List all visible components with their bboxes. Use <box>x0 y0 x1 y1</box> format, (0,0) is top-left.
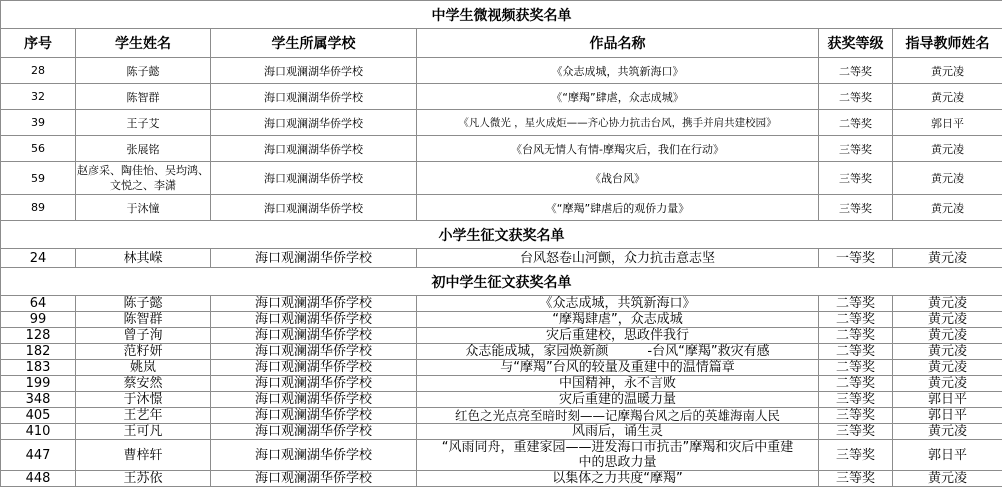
table-cell: 《众志成城，共筑新海口》 <box>417 58 819 84</box>
table-row <box>1 58 1002 84</box>
table-row <box>1 328 1002 344</box>
table-row <box>1 376 1002 392</box>
table-cell: 56 <box>1 136 76 162</box>
table-cell: 二等奖 <box>819 58 893 84</box>
table-row <box>1 195 1002 221</box>
table-row <box>1 110 1002 136</box>
table-cell: 陈子懿 <box>76 296 211 312</box>
table-cell: 海口观澜湖华侨学校 <box>211 162 417 195</box>
header-cell: 获奖等级 <box>819 29 893 58</box>
section-title-row <box>1 268 1002 296</box>
table-row <box>1 162 1002 195</box>
table-cell: “风雨同舟，重建家园——进发海口市抗击”摩羯和灾后中重建中的思政力量 <box>417 440 819 471</box>
table-cell: 海口观澜湖华侨学校 <box>211 136 417 162</box>
table-cell: 海口观澜湖华侨学校 <box>211 424 417 440</box>
table-cell: 海口观澜湖华侨学校 <box>211 312 417 328</box>
table-cell: 蔡安然 <box>76 376 211 392</box>
table-cell: 王可凡 <box>76 424 211 440</box>
table-cell: 28 <box>1 58 76 84</box>
table-cell: 《“摩羯”肆虐后的观侨力量》 <box>417 195 819 221</box>
table-cell: 《众志成城，共筑新海口》 <box>417 296 819 312</box>
table-cell: 海口观澜湖华侨学校 <box>211 110 417 136</box>
table-cell: 三等奖 <box>819 136 893 162</box>
table-cell: 王苏依 <box>76 471 211 487</box>
table-cell: 二等奖 <box>819 110 893 136</box>
table-cell: 曾子洵 <box>76 328 211 344</box>
table-cell: 黄元凌 <box>893 296 1002 312</box>
table-cell: 182 <box>1 344 76 360</box>
table-cell: 199 <box>1 376 76 392</box>
table-cell: 二等奖 <box>819 344 893 360</box>
table-cell: 二等奖 <box>819 312 893 328</box>
table-cell: 曹梓轩 <box>76 440 211 471</box>
section-title-row <box>1 1 1002 29</box>
table-cell: 99 <box>1 312 76 328</box>
table-row <box>1 471 1002 487</box>
table-cell: 64 <box>1 296 76 312</box>
table-cell: 三等奖 <box>819 471 893 487</box>
table-cell: 39 <box>1 110 76 136</box>
table-cell: 黄元凌 <box>893 84 1002 110</box>
section-title: 初中学生征文获奖名单 <box>1 268 1002 296</box>
table-cell: 《“摩羯”肆虐，众志成城》 <box>417 84 819 110</box>
table-cell: 黄元凌 <box>893 376 1002 392</box>
table-cell: 三等奖 <box>819 408 893 424</box>
table-cell: 447 <box>1 440 76 471</box>
table-cell: 于沐憧 <box>76 195 211 221</box>
table-cell: 黄元凌 <box>893 58 1002 84</box>
table-cell: 三等奖 <box>819 392 893 408</box>
table-cell: 59 <box>1 162 76 195</box>
table-cell: 风雨后，诵生灵 <box>417 424 819 440</box>
table-cell: 海口观澜湖华侨学校 <box>211 58 417 84</box>
table-cell: 于沐憬 <box>76 392 211 408</box>
table-cell: 24 <box>1 249 76 268</box>
table-row <box>1 440 1002 471</box>
table-row <box>1 408 1002 424</box>
table-cell: 以集体之力共度“摩羯” <box>417 471 819 487</box>
table-cell: 陈智群 <box>76 84 211 110</box>
header-cell: 序号 <box>1 29 76 58</box>
table-row <box>1 249 1002 268</box>
table-cell: 黄元凌 <box>893 424 1002 440</box>
table-cell: 众志能成城，家园焕新颜 -台风“摩羯”救灾有感 <box>417 344 819 360</box>
header-cell: 指导教师姓名 <box>893 29 1002 58</box>
table-cell: 三等奖 <box>819 424 893 440</box>
table-row <box>1 360 1002 376</box>
header-cell: 学生所属学校 <box>211 29 417 58</box>
table-cell: 黄元凌 <box>893 312 1002 328</box>
table-cell: 黄元凌 <box>893 471 1002 487</box>
table-cell: 海口观澜湖华侨学校 <box>211 328 417 344</box>
table-row <box>1 312 1002 328</box>
table-cell: 海口观澜湖华侨学校 <box>211 249 417 268</box>
table-cell: 海口观澜湖华侨学校 <box>211 408 417 424</box>
table-cell: 二等奖 <box>819 328 893 344</box>
table-cell: 郭日平 <box>893 440 1002 471</box>
table-cell: 三等奖 <box>819 195 893 221</box>
table-cell: 黄元凌 <box>893 195 1002 221</box>
table-cell: 王子艾 <box>76 110 211 136</box>
table-cell: 黄元凌 <box>893 162 1002 195</box>
table-cell: 海口观澜湖华侨学校 <box>211 84 417 110</box>
table-cell: 郭日平 <box>893 392 1002 408</box>
table-cell: 448 <box>1 471 76 487</box>
table-cell: 三等奖 <box>819 162 893 195</box>
table-cell: 黄元凌 <box>893 344 1002 360</box>
header-row <box>1 29 1002 58</box>
header-cell: 作品名称 <box>417 29 819 58</box>
table-cell: 红色之光点亮至暗时刻——记摩羯台风之后的英雄海南人民 <box>417 408 819 424</box>
table-row <box>1 84 1002 110</box>
header-cell: 学生姓名 <box>76 29 211 58</box>
table-cell: 二等奖 <box>819 360 893 376</box>
section-title-row <box>1 221 1002 249</box>
table-cell: 海口观澜湖华侨学校 <box>211 360 417 376</box>
table-cell: 灾后重建校，思政伴我行 <box>417 328 819 344</box>
table-cell: 海口观澜湖华侨学校 <box>211 440 417 471</box>
table-cell: “摩羯肆虐”，众志成城 <box>417 312 819 328</box>
table-cell: 范籽妍 <box>76 344 211 360</box>
table-cell: 183 <box>1 360 76 376</box>
table-cell: 海口观澜湖华侨学校 <box>211 471 417 487</box>
table-cell: 《战台风》 <box>417 162 819 195</box>
table-cell: 二等奖 <box>819 296 893 312</box>
table-cell: 灾后重建的温暖力量 <box>417 392 819 408</box>
table-cell: 一等奖 <box>819 249 893 268</box>
table-cell: 405 <box>1 408 76 424</box>
table-cell: 348 <box>1 392 76 408</box>
table-cell: 《凡人微光 ，星火成炬——齐心协力抗击台风，携手并肩共建校园》 <box>417 110 819 136</box>
section-title: 中学生微视频获奖名单 <box>1 1 1002 29</box>
table-cell: 黄元凌 <box>893 328 1002 344</box>
table-row <box>1 344 1002 360</box>
table-cell: 王艺年 <box>76 408 211 424</box>
table-cell: 陈智群 <box>76 312 211 328</box>
table-cell: 海口观澜湖华侨学校 <box>211 195 417 221</box>
table-cell: 张展铭 <box>76 136 211 162</box>
table-cell: 台风怒卷山河颤，众力抗击意志坚 <box>417 249 819 268</box>
table-cell: 89 <box>1 195 76 221</box>
table-row <box>1 296 1002 312</box>
table-cell: 海口观澜湖华侨学校 <box>211 344 417 360</box>
table-cell: 郭日平 <box>893 110 1002 136</box>
table-cell: 黄元凌 <box>893 249 1002 268</box>
table-cell: 黄元凌 <box>893 136 1002 162</box>
table-cell: 410 <box>1 424 76 440</box>
table-cell: 中国精神，永不言败 <box>417 376 819 392</box>
table-cell: 海口观澜湖华侨学校 <box>211 376 417 392</box>
table-cell: 郭日平 <box>893 408 1002 424</box>
table-cell: 海口观澜湖华侨学校 <box>211 392 417 408</box>
table-cell: 黄元凌 <box>893 360 1002 376</box>
table-cell: 三等奖 <box>819 440 893 471</box>
table-cell: 二等奖 <box>819 84 893 110</box>
section-title: 小学生征文获奖名单 <box>1 221 1002 249</box>
table-cell: 128 <box>1 328 76 344</box>
table-row <box>1 136 1002 162</box>
table-row <box>1 392 1002 408</box>
table-row <box>1 424 1002 440</box>
table-cell: 林其嵘 <box>76 249 211 268</box>
table-cell: 32 <box>1 84 76 110</box>
table-cell: 《台风无情人有情-摩羯灾后，我们在行动》 <box>417 136 819 162</box>
table-cell: 与“摩羯”台风的较量及重建中的温情篇章 <box>417 360 819 376</box>
table-cell: 陈子懿 <box>76 58 211 84</box>
table-cell: 姚岚 <box>76 360 211 376</box>
table-cell: 海口观澜湖华侨学校 <box>211 296 417 312</box>
table-cell: 二等奖 <box>819 376 893 392</box>
table-cell: 赵彦采、陶佳怡、吴均鸿、文悦之、李潇 <box>76 162 211 195</box>
